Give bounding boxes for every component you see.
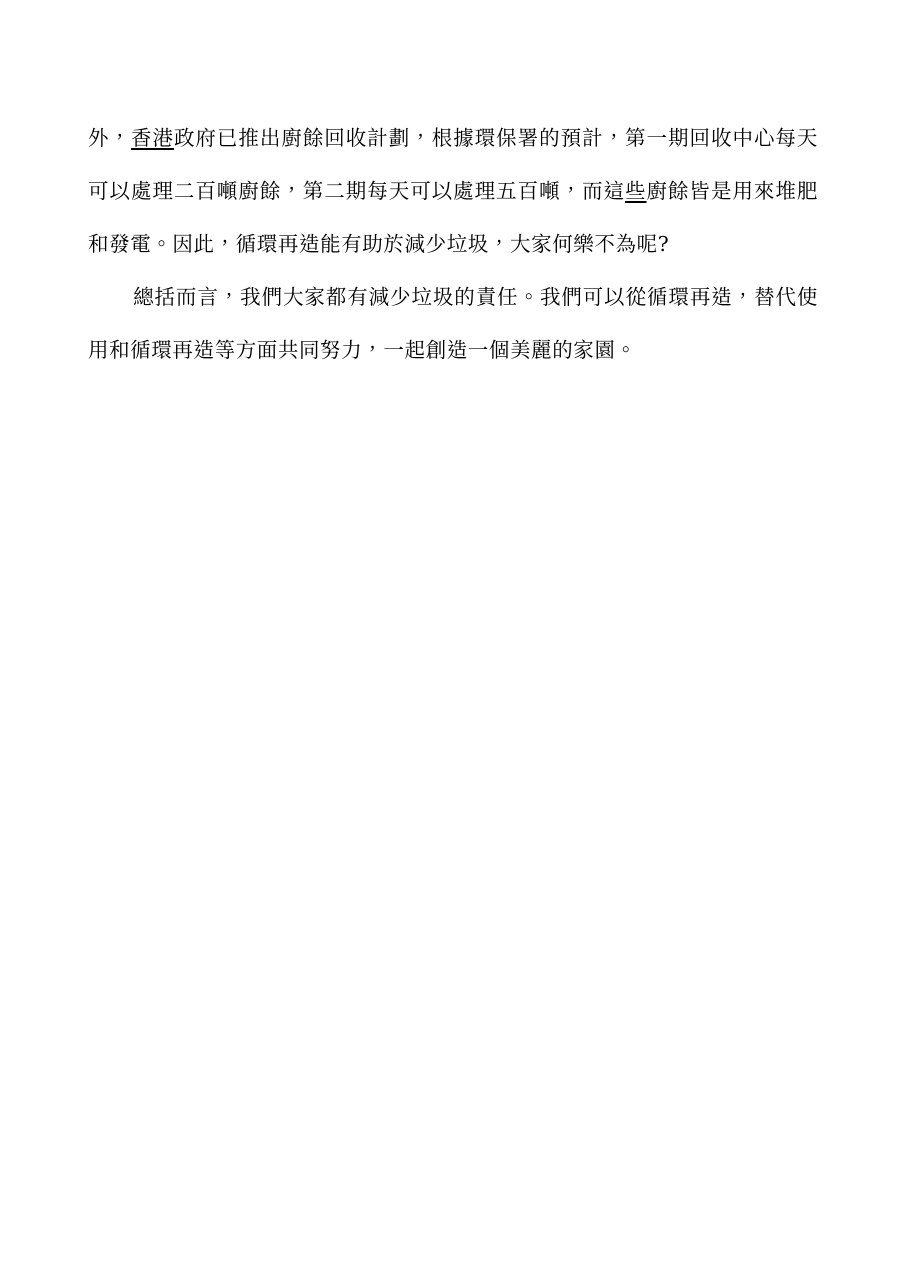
paragraph-1 bbox=[88, 112, 818, 271]
text-run: 總括而言，我們大家都有減少垃圾的責任。我們可以從循環再造，替代使用和循環再造等方面共同努力，一起創造一個美麗的家園。 bbox=[88, 285, 818, 362]
paragraph-2 bbox=[88, 271, 818, 377]
text-run: 政府已推出廚餘回收計劃，根據環保署的預計，第一期回收中心每天可以處理二百噸廚餘，第二期每天可以處理五百噸，而這 bbox=[88, 126, 819, 203]
underlined-text: 香港 bbox=[130, 126, 174, 150]
text-run: 廚餘皆是用來堆肥和發電。因此，循環再造能有助於減少垃圾，大家何樂不為呢? bbox=[88, 179, 818, 256]
document-body bbox=[88, 112, 818, 377]
text-run: 外， bbox=[88, 126, 131, 150]
underlined-text: 些 bbox=[625, 179, 647, 203]
